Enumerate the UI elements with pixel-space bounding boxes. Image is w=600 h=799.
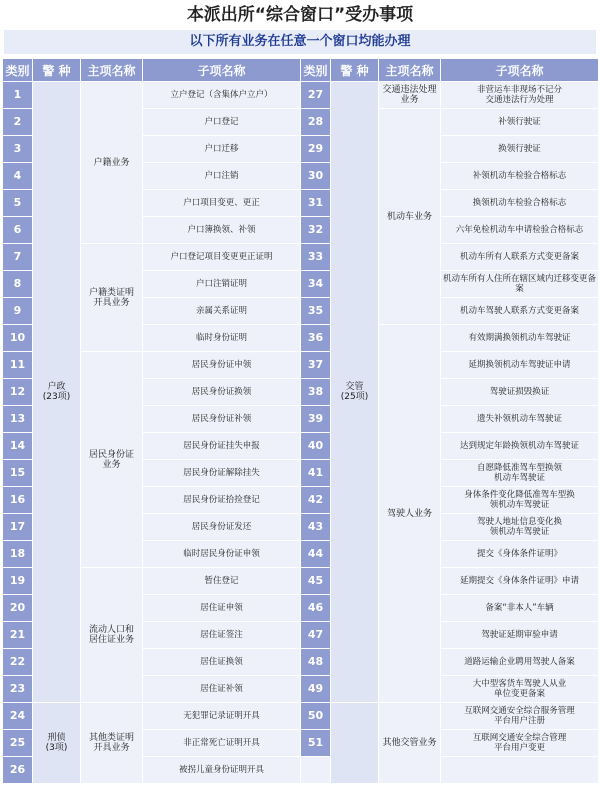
right-category-number: 47 xyxy=(301,622,331,649)
right-category-number: 51 xyxy=(301,730,331,757)
left-sub-item: 户口登记 xyxy=(143,109,301,136)
col-header-sub-item-right: 子项名称 xyxy=(441,59,599,82)
left-category-number: 4 xyxy=(3,163,33,190)
left-main-item: 居民身份证 业务 xyxy=(81,352,143,568)
right-main-item: 交通违法处理 业务 xyxy=(379,82,441,109)
right-sub-item: 补领机动车检验合格标志 xyxy=(441,163,599,190)
right-category-number xyxy=(301,757,331,784)
right-category-number: 43 xyxy=(301,514,331,541)
right-sub-item: 延期换领机动车驾驶证申请 xyxy=(441,352,599,379)
left-main-item: 流动人口和 居住证业务 xyxy=(81,568,143,703)
left-category-number: 20 xyxy=(3,595,33,622)
right-sub-item: 补领行驶证 xyxy=(441,109,599,136)
right-sub-item: 道路运输企业聘用驾驶人备案 xyxy=(441,649,599,676)
right-category-number: 36 xyxy=(301,325,331,352)
left-category-number: 26 xyxy=(3,757,33,784)
right-main-item: 驾驶人业务 xyxy=(379,325,441,703)
page-subtitle: 以下所有业务在任意一个窗口均能办理 xyxy=(4,30,596,54)
right-category-number: 50 xyxy=(301,703,331,730)
left-police-type: 户政 (23项) xyxy=(33,82,81,703)
right-sub-item: 机动车所有人住所在辖区域内迁移变更备案 xyxy=(441,271,599,298)
right-category-number: 39 xyxy=(301,406,331,433)
left-category-number: 22 xyxy=(3,649,33,676)
right-category-number: 33 xyxy=(301,244,331,271)
table-header-row xyxy=(3,59,599,82)
left-category-number: 19 xyxy=(3,568,33,595)
right-category-number: 27 xyxy=(301,82,331,109)
left-category-number: 1 xyxy=(3,82,33,109)
left-sub-item: 户口登记项目变更更正证明 xyxy=(143,244,301,271)
right-police-type xyxy=(331,703,379,784)
col-header-main-item: 主项名称 xyxy=(81,59,143,82)
right-category-number: 45 xyxy=(301,568,331,595)
left-sub-item: 居住证补领 xyxy=(143,676,301,703)
col-header-category: 类别 xyxy=(3,59,33,82)
left-sub-item: 非正常死亡证明开具 xyxy=(143,730,301,757)
left-sub-item: 居民身份证拾捡登记 xyxy=(143,487,301,514)
left-sub-item: 亲属关系证明 xyxy=(143,298,301,325)
left-sub-item: 居民身份证挂失申报 xyxy=(143,433,301,460)
left-sub-item: 户口注销 xyxy=(143,163,301,190)
left-sub-item: 居民身份证发还 xyxy=(143,514,301,541)
left-category-number: 25 xyxy=(3,730,33,757)
right-sub-item: 提交《身体条件证明》 xyxy=(441,541,599,568)
left-category-number: 16 xyxy=(3,487,33,514)
left-category-number: 8 xyxy=(3,271,33,298)
left-sub-item: 立户登记（含集体户立户） xyxy=(143,82,301,109)
left-category-number: 15 xyxy=(3,460,33,487)
right-category-number: 29 xyxy=(301,136,331,163)
left-category-number: 7 xyxy=(3,244,33,271)
right-category-number: 35 xyxy=(301,298,331,325)
services-table xyxy=(2,58,599,784)
right-sub-item: 机动车所有人联系方式变更备案 xyxy=(441,244,599,271)
col-header-sub-item: 子项名称 xyxy=(143,59,301,82)
right-sub-item: 有效期满换领机动车驾驶证 xyxy=(441,325,599,352)
right-category-number: 41 xyxy=(301,460,331,487)
col-header-police-type-right: 警 种 xyxy=(331,59,379,82)
right-sub-item: 六年免检机动车申请检验合格标志 xyxy=(441,217,599,244)
left-category-number: 24 xyxy=(3,703,33,730)
left-sub-item: 户口迁移 xyxy=(143,136,301,163)
right-category-number: 30 xyxy=(301,163,331,190)
left-sub-item: 居民身份证补领 xyxy=(143,406,301,433)
left-category-number: 5 xyxy=(3,190,33,217)
right-category-number: 49 xyxy=(301,676,331,703)
right-sub-item xyxy=(441,757,599,784)
left-sub-item: 被拐儿童身份证明开具 xyxy=(143,757,301,784)
right-sub-item: 达到规定年龄换领机动车驾驶证 xyxy=(441,433,599,460)
left-sub-item: 户口注销证明 xyxy=(143,271,301,298)
right-police-type: 交管 (25项) xyxy=(331,82,379,703)
right-sub-item: 遗失补领机动车驾驶证 xyxy=(441,406,599,433)
right-category-number: 32 xyxy=(301,217,331,244)
left-sub-item: 户口簿换领、补领 xyxy=(143,217,301,244)
right-sub-item: 大中型客货车驾驶人从业 单位变更备案 xyxy=(441,676,599,703)
left-sub-item: 无犯罪记录证明开具 xyxy=(143,703,301,730)
right-sub-item: 身体条件变化降低准驾车型换 领机动车驾驶证 xyxy=(441,487,599,514)
right-sub-item: 机动车驾驶人联系方式变更备案 xyxy=(441,298,599,325)
col-header-police-type: 警 种 xyxy=(33,59,81,82)
left-category-number: 21 xyxy=(3,622,33,649)
right-category-number: 28 xyxy=(301,109,331,136)
left-sub-item: 居住证换领 xyxy=(143,649,301,676)
right-category-number: 40 xyxy=(301,433,331,460)
left-category-number: 9 xyxy=(3,298,33,325)
left-police-type: 刑侦 (3项) xyxy=(33,703,81,784)
left-category-number: 23 xyxy=(3,676,33,703)
page-title: 本派出所“综合窗口”受办事项 xyxy=(186,5,414,25)
left-category-number: 18 xyxy=(3,541,33,568)
col-header-main-item-right: 主项名称 xyxy=(379,59,441,82)
right-main-item: 其他交管业务 xyxy=(379,703,441,784)
right-sub-item: 互联网交通安全综合服务管理 平台用户注册 xyxy=(441,703,599,730)
left-main-item: 户籍类证明 开具业务 xyxy=(81,244,143,352)
left-sub-item: 临时居民身份证申领 xyxy=(143,541,301,568)
left-sub-item: 暂住登记 xyxy=(143,568,301,595)
left-sub-item: 居民身份证申领 xyxy=(143,352,301,379)
left-sub-item: 临时身份证明 xyxy=(143,325,301,352)
table-row xyxy=(3,703,599,730)
table-row xyxy=(3,244,599,271)
right-sub-item: 互联网交通安全综合管理 平台用户变更 xyxy=(441,730,599,757)
table-row xyxy=(3,352,599,379)
right-sub-item: 驾驶证延期审验申请 xyxy=(441,622,599,649)
right-sub-item: 非营运车非现场不记分 交通违法行为处理 xyxy=(441,82,599,109)
left-category-number: 13 xyxy=(3,406,33,433)
right-category-number: 31 xyxy=(301,190,331,217)
right-sub-item: 延期提交《身体条件证明》申请 xyxy=(441,568,599,595)
right-sub-item: 换领机动车检验合格标志 xyxy=(441,190,599,217)
col-header-category-right: 类别 xyxy=(301,59,331,82)
left-sub-item: 居住证申领 xyxy=(143,595,301,622)
left-category-number: 17 xyxy=(3,514,33,541)
table-row xyxy=(3,82,599,109)
left-category-number: 2 xyxy=(3,109,33,136)
right-main-item: 机动车业务 xyxy=(379,109,441,325)
left-category-number: 6 xyxy=(3,217,33,244)
right-sub-item: 换领行驶证 xyxy=(441,136,599,163)
right-category-number: 48 xyxy=(301,649,331,676)
right-category-number: 42 xyxy=(301,487,331,514)
right-sub-item: 备案“非本人”车辆 xyxy=(441,595,599,622)
table-row xyxy=(3,568,599,595)
right-category-number: 37 xyxy=(301,352,331,379)
left-main-item: 户籍业务 xyxy=(81,82,143,244)
left-category-number: 12 xyxy=(3,379,33,406)
left-category-number: 14 xyxy=(3,433,33,460)
right-category-number: 34 xyxy=(301,271,331,298)
left-category-number: 3 xyxy=(3,136,33,163)
right-sub-item: 自愿降低准驾车型换领 机动车驾驶证 xyxy=(441,460,599,487)
left-sub-item: 居民身份证换领 xyxy=(143,379,301,406)
left-sub-item: 居住证签注 xyxy=(143,622,301,649)
left-main-item: 其他类证明 开具业务 xyxy=(81,703,143,784)
left-sub-item: 居民身份证解除挂失 xyxy=(143,460,301,487)
right-sub-item: 驾驶证损毁换证 xyxy=(441,379,599,406)
right-sub-item: 驾驶人地址信息变化换 领机动车驾驶证 xyxy=(441,514,599,541)
right-category-number: 38 xyxy=(301,379,331,406)
left-category-number: 11 xyxy=(3,352,33,379)
left-category-number: 10 xyxy=(3,325,33,352)
right-category-number: 46 xyxy=(301,595,331,622)
left-sub-item: 户口项目变更、更正 xyxy=(143,190,301,217)
right-category-number: 44 xyxy=(301,541,331,568)
